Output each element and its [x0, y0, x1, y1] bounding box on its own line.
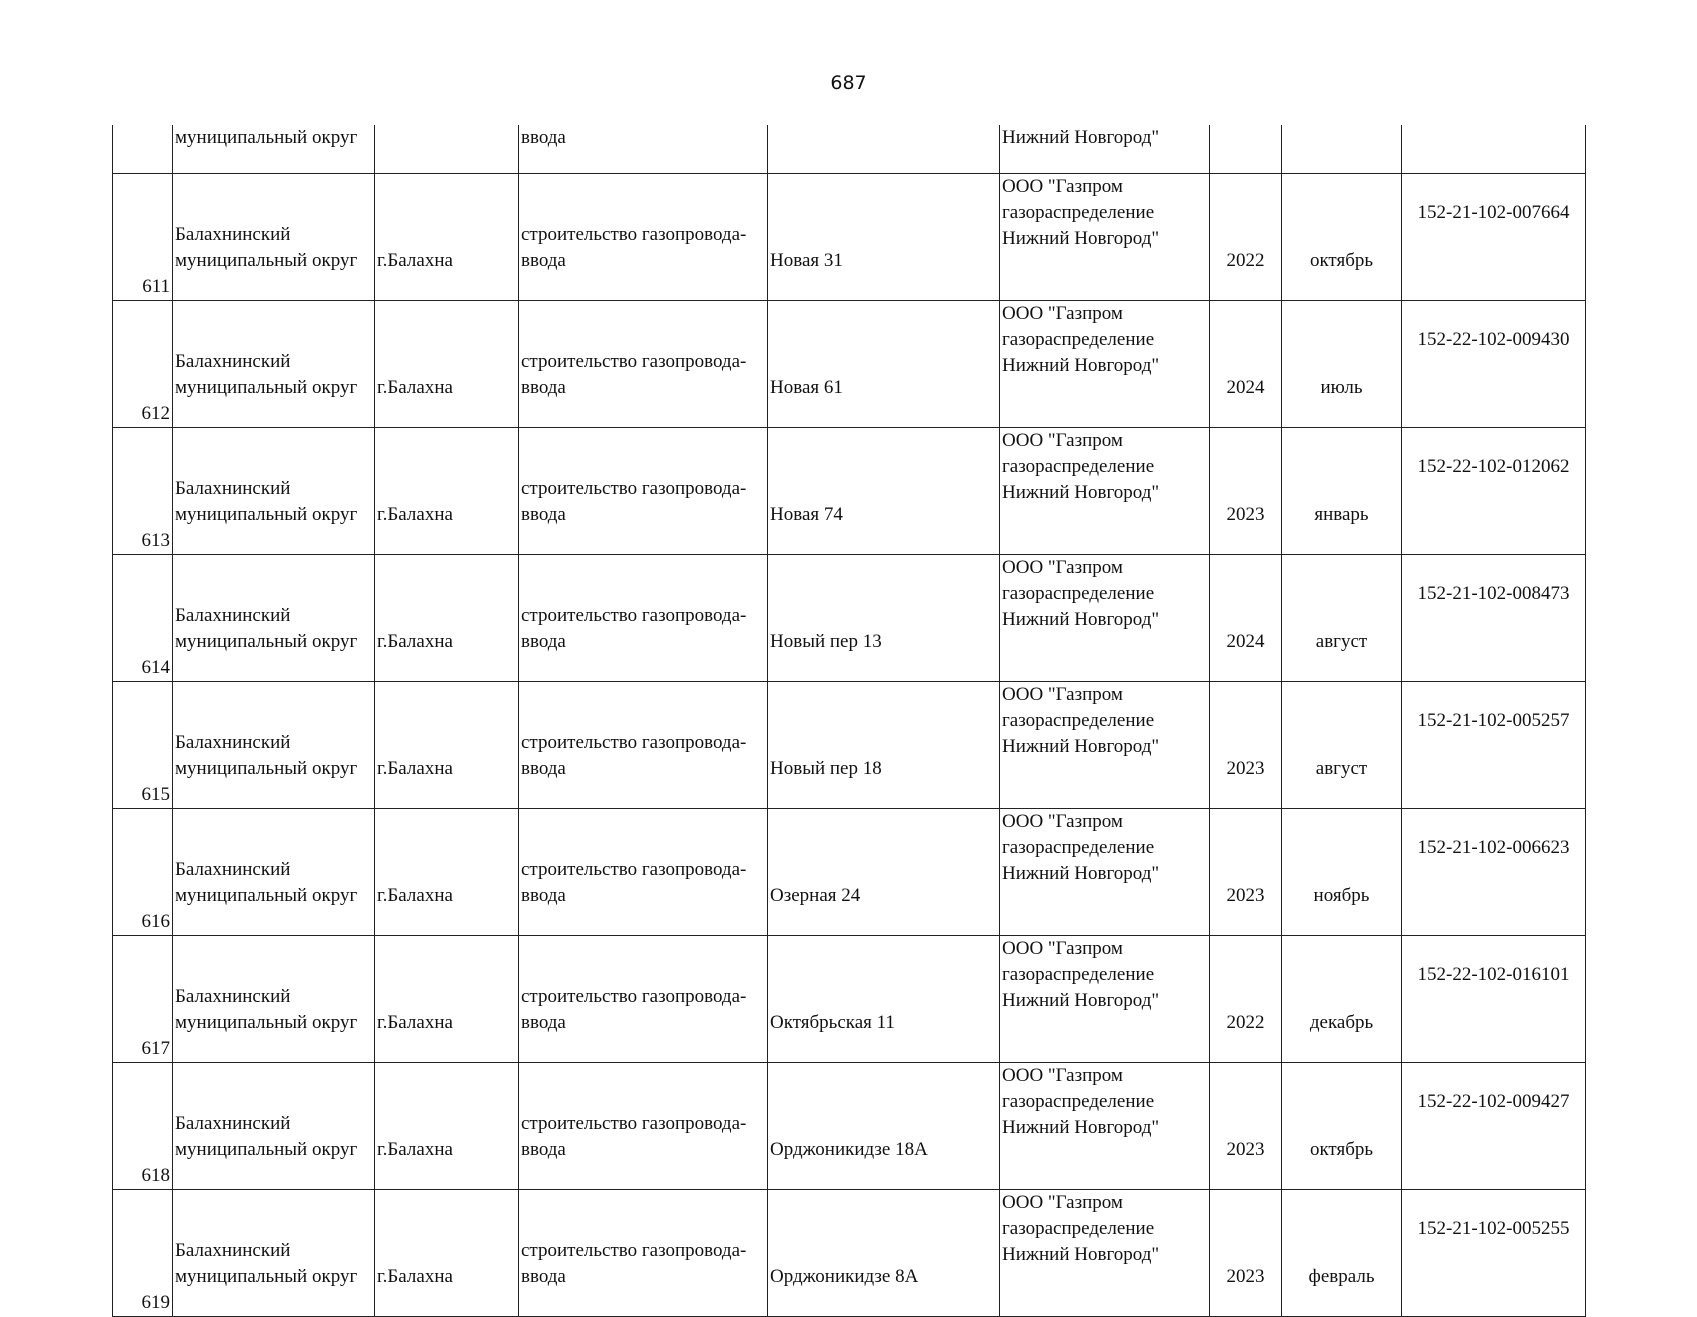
- org-line-1: ООО "Газпром: [1002, 303, 1123, 324]
- code-cell: [1402, 428, 1586, 555]
- address-cell: [768, 936, 1000, 1063]
- district-cell: [173, 809, 375, 936]
- table-row: [113, 1190, 1586, 1317]
- work-type-cont: ввода: [521, 377, 566, 398]
- org-cell: Нижний Новгород": [1000, 125, 1210, 174]
- city-cell: [375, 428, 519, 555]
- district-cell: [173, 174, 375, 301]
- registration-code: 152-22-102-012062: [1417, 456, 1570, 477]
- org-line-3: Нижний Новгород": [1002, 609, 1160, 630]
- month: январь: [1314, 504, 1369, 525]
- year: 2023: [1226, 504, 1265, 525]
- org-line-3: Нижний Новгород": [1002, 1117, 1160, 1138]
- org-line-3: Нижний Новгород": [1002, 355, 1160, 376]
- district-cell: [173, 936, 375, 1063]
- month-cell: [1282, 1190, 1402, 1317]
- org-line-1: ООО "Газпром: [1002, 176, 1123, 197]
- org-line-2: газораспределение: [1002, 837, 1155, 858]
- year-cell: [1210, 936, 1282, 1063]
- gas-connection-table: [112, 125, 1586, 1317]
- month-cell: [1282, 936, 1402, 1063]
- district-type: муниципальный округ: [175, 758, 358, 779]
- page-number: 687: [830, 72, 867, 94]
- city-name: г.Балахна: [377, 377, 453, 398]
- work-type-cont: ввода: [521, 504, 566, 525]
- org-line-1: ООО "Газпром: [1002, 430, 1123, 451]
- month: октябрь: [1309, 1139, 1374, 1160]
- registration-code: 152-21-102-005257: [1417, 710, 1570, 731]
- table-row: [113, 301, 1586, 428]
- year: 2024: [1226, 377, 1265, 398]
- month-cell: [1282, 682, 1402, 809]
- code-cell: [1402, 936, 1586, 1063]
- org-line-2: газораспределение: [1002, 1218, 1155, 1239]
- city-cell: [375, 174, 519, 301]
- num-cell: [113, 125, 173, 174]
- work-cell: [519, 936, 768, 1063]
- year-cell: [1210, 555, 1282, 682]
- work-cell: [519, 301, 768, 428]
- month: август: [1315, 758, 1368, 779]
- row-number: 613: [113, 428, 173, 555]
- code-cell: [1402, 555, 1586, 682]
- continuation-row: [113, 125, 1586, 174]
- code-cell: [1402, 1190, 1586, 1317]
- address-cell: [768, 1190, 1000, 1317]
- city-cell: [375, 936, 519, 1063]
- work-type: строительство газопровода-: [521, 986, 747, 1007]
- month: февраль: [1308, 1266, 1375, 1287]
- work-type: строительство газопровода-: [521, 1113, 747, 1134]
- address: Новая 74: [770, 504, 843, 525]
- work-cell: [519, 682, 768, 809]
- work-type-cont: ввода: [521, 758, 566, 779]
- work-type: строительство газопровода-: [521, 605, 747, 626]
- address: Озерная 24: [770, 885, 861, 906]
- work-cell: [519, 174, 768, 301]
- district-cell: [173, 301, 375, 428]
- address: Орджоникидзе 18А: [770, 1139, 928, 1160]
- district-type: муниципальный округ: [175, 885, 358, 906]
- district-name: Балахнинский: [175, 478, 291, 499]
- district-name: Балахнинский: [175, 605, 291, 626]
- org-cell: [1000, 428, 1210, 555]
- org-line-2: газораспределение: [1002, 202, 1155, 223]
- city-cell: [375, 301, 519, 428]
- work-cell: [519, 809, 768, 936]
- registration-code: 152-22-102-009427: [1417, 1091, 1570, 1112]
- district-cell: [173, 1190, 375, 1317]
- work-cell: [519, 555, 768, 682]
- work-cell: [519, 428, 768, 555]
- district-name: Балахнинский: [175, 224, 291, 245]
- work-type: строительство газопровода-: [521, 732, 747, 753]
- org-cell: [1000, 809, 1210, 936]
- address-cell: [768, 809, 1000, 936]
- address-cell: [768, 174, 1000, 301]
- year: 2023: [1226, 1266, 1265, 1287]
- district-cell: [173, 555, 375, 682]
- row-number: 618: [113, 1063, 173, 1190]
- code-cell: [1402, 301, 1586, 428]
- city-name: г.Балахна: [377, 1012, 453, 1033]
- city-name: г.Балахна: [377, 1139, 453, 1160]
- work-type: строительство газопровода-: [521, 224, 747, 245]
- month: июль: [1320, 377, 1363, 398]
- code-cell: [1402, 682, 1586, 809]
- district-name: Балахнинский: [175, 732, 291, 753]
- org-line-3: Нижний Новгород": [1002, 990, 1160, 1011]
- city-cell: [375, 682, 519, 809]
- registration-code: 152-22-102-016101: [1417, 964, 1570, 985]
- district-type: муниципальный округ: [175, 1139, 358, 1160]
- code-cell: [1402, 174, 1586, 301]
- month-cell: [1282, 301, 1402, 428]
- address-cell: [768, 682, 1000, 809]
- work-type-cont: ввода: [521, 250, 566, 271]
- work-cell: [519, 1190, 768, 1317]
- work-cell: [519, 1063, 768, 1190]
- org-line-3: Нижний Новгород": [1002, 1244, 1160, 1265]
- address-cell: [768, 1063, 1000, 1190]
- district-name: Балахнинский: [175, 1113, 291, 1134]
- org-line-2: газораспределение: [1002, 583, 1155, 604]
- work-type: строительство газопровода-: [521, 1240, 747, 1261]
- org-line-2: газораспределение: [1002, 329, 1155, 350]
- address: Октябрьская 11: [770, 1012, 895, 1033]
- year: 2023: [1226, 885, 1265, 906]
- org-line-2: газораспределение: [1002, 456, 1155, 477]
- org-line-1: ООО "Газпром: [1002, 811, 1123, 832]
- org-line-3: Нижний Новгород": [1002, 228, 1160, 249]
- org-cell: [1000, 555, 1210, 682]
- address-cell: [768, 555, 1000, 682]
- work-type-cont: ввода: [521, 1012, 566, 1033]
- month-cell: [1282, 809, 1402, 936]
- table-row: [113, 1063, 1586, 1190]
- year: 2024: [1226, 631, 1265, 652]
- org-cell: [1000, 301, 1210, 428]
- address: Новая 61: [770, 377, 843, 398]
- year-cell: [1210, 682, 1282, 809]
- registration-code: 152-21-102-005255: [1417, 1218, 1570, 1239]
- registration-code: 152-21-102-006623: [1417, 837, 1570, 858]
- work-type-cont: ввода: [521, 885, 566, 906]
- district-type: муниципальный округ: [175, 250, 358, 271]
- org-line-3: Нижний Новгород": [1002, 863, 1160, 884]
- city-name: г.Балахна: [377, 504, 453, 525]
- org-line-1: ООО "Газпром: [1002, 1065, 1123, 1086]
- month: ноябрь: [1313, 885, 1370, 906]
- city-cell: [375, 125, 519, 174]
- year-cell: [1210, 809, 1282, 936]
- year-cell: [1210, 174, 1282, 301]
- year: 2022: [1226, 250, 1265, 271]
- city-name: г.Балахна: [377, 250, 453, 271]
- org-line-1: ООО "Газпром: [1002, 938, 1123, 959]
- org-line-1: ООО "Газпром: [1002, 1192, 1123, 1213]
- year-cell: [1210, 125, 1282, 174]
- table-row: [113, 428, 1586, 555]
- month: октябрь: [1309, 250, 1374, 271]
- city-cell: [375, 1063, 519, 1190]
- district-type: муниципальный округ: [175, 377, 358, 398]
- org-line-3: Нижний Новгород": [1002, 482, 1160, 503]
- code-cell: [1402, 809, 1586, 936]
- table-row: [113, 809, 1586, 936]
- address-cell: [768, 428, 1000, 555]
- org-line-2: газораспределение: [1002, 710, 1155, 731]
- district-name: Балахнинский: [175, 986, 291, 1007]
- address: Орджоникидзе 8А: [770, 1266, 919, 1287]
- table-row: [113, 682, 1586, 809]
- district-cell: муниципальный округ: [173, 125, 375, 174]
- row-number: 616: [113, 809, 173, 936]
- org-cell: [1000, 1190, 1210, 1317]
- org-cell: [1000, 1063, 1210, 1190]
- row-number: 619: [113, 1190, 173, 1317]
- org-cell: [1000, 174, 1210, 301]
- district-name: Балахнинский: [175, 859, 291, 880]
- address-cell: [768, 125, 1000, 174]
- month: декабрь: [1309, 1012, 1374, 1033]
- work-type-cont: ввода: [521, 1139, 566, 1160]
- city-cell: [375, 555, 519, 682]
- city-cell: [375, 1190, 519, 1317]
- district-type: муниципальный округ: [175, 1266, 358, 1287]
- row-number: 612: [113, 301, 173, 428]
- work-type-cont: ввода: [521, 1266, 566, 1287]
- year: 2022: [1226, 1012, 1265, 1033]
- org-line-1: ООО "Газпром: [1002, 557, 1123, 578]
- district-type: муниципальный округ: [175, 631, 358, 652]
- code-cell: [1402, 1063, 1586, 1190]
- org-cell: [1000, 936, 1210, 1063]
- month-cell: [1282, 428, 1402, 555]
- district-name: Балахнинский: [175, 351, 291, 372]
- address-cell: [768, 301, 1000, 428]
- address: Новая 31: [770, 250, 843, 271]
- table-row: [113, 555, 1586, 682]
- city-name: г.Балахна: [377, 758, 453, 779]
- district-cell: [173, 682, 375, 809]
- city-name: г.Балахна: [377, 885, 453, 906]
- address: Новый пер 13: [770, 631, 882, 652]
- work-cell: ввода: [519, 125, 768, 174]
- district-cell: [173, 428, 375, 555]
- year-cell: [1210, 428, 1282, 555]
- year-cell: [1210, 1063, 1282, 1190]
- district-type: муниципальный округ: [175, 504, 358, 525]
- address: Новый пер 18: [770, 758, 882, 779]
- row-number: 617: [113, 936, 173, 1063]
- month: август: [1315, 631, 1368, 652]
- registration-code: 152-21-102-008473: [1417, 583, 1570, 604]
- district-type: муниципальный округ: [175, 1012, 358, 1033]
- year-cell: [1210, 1190, 1282, 1317]
- work-type: строительство газопровода-: [521, 859, 747, 880]
- row-number: 614: [113, 555, 173, 682]
- table-row: [113, 936, 1586, 1063]
- table-row: [113, 174, 1586, 301]
- work-type: строительство газопровода-: [521, 478, 747, 499]
- code-cell: [1402, 125, 1586, 174]
- year: 2023: [1226, 758, 1265, 779]
- org-cell: [1000, 682, 1210, 809]
- work-type: строительство газопровода-: [521, 351, 747, 372]
- city-name: г.Балахна: [377, 631, 453, 652]
- registration-code: 152-21-102-007664: [1417, 202, 1570, 223]
- year: 2023: [1226, 1139, 1265, 1160]
- month-cell: [1282, 125, 1402, 174]
- org-line-2: газораспределение: [1002, 1091, 1155, 1112]
- month-cell: [1282, 555, 1402, 682]
- org-line-3: Нижний Новгород": [1002, 736, 1160, 757]
- year-cell: [1210, 301, 1282, 428]
- month-cell: [1282, 1063, 1402, 1190]
- district-name: Балахнинский: [175, 1240, 291, 1261]
- registration-code: 152-22-102-009430: [1417, 329, 1570, 350]
- row-number: 611: [113, 174, 173, 301]
- work-type-cont: ввода: [521, 631, 566, 652]
- row-number: 615: [113, 682, 173, 809]
- district-cell: [173, 1063, 375, 1190]
- city-cell: [375, 809, 519, 936]
- city-name: г.Балахна: [377, 1266, 453, 1287]
- org-line-2: газораспределение: [1002, 964, 1155, 985]
- org-line-1: ООО "Газпром: [1002, 684, 1123, 705]
- month-cell: [1282, 174, 1402, 301]
